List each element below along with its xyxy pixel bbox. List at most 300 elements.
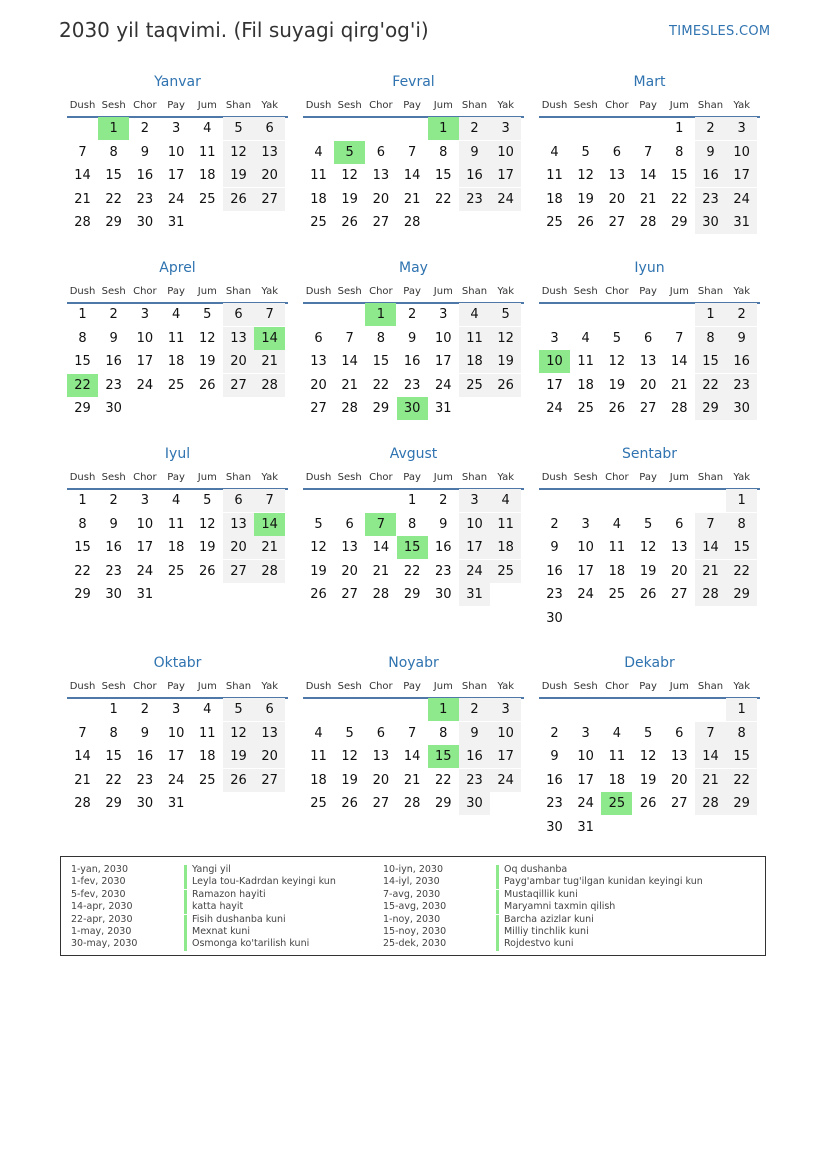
weekday-header: Sesh — [101, 286, 126, 297]
day-cell: 2 — [459, 698, 490, 721]
day-cell: 13 — [254, 141, 285, 164]
legend-date: 22-apr, 2030 — [71, 913, 133, 925]
day-cell: 11 — [199, 725, 216, 741]
day-cell: 14 — [671, 354, 688, 370]
holiday-day: 30 — [397, 397, 428, 420]
day-cell: 9 — [550, 749, 559, 765]
day-cell: 29 — [403, 587, 421, 603]
weekday-header: Chor — [133, 100, 157, 111]
weekday-header: Sesh — [573, 286, 598, 297]
legend-marker — [184, 915, 187, 927]
day-cell: 11 — [608, 540, 626, 556]
weekday-header: Yak — [497, 100, 515, 111]
day-cell: 12 — [341, 168, 358, 184]
day-cell: 14 — [403, 168, 421, 184]
day-cell: 9 — [140, 144, 150, 160]
day-cell: 10 — [577, 540, 594, 556]
weekday-header: Sesh — [337, 100, 362, 111]
day-cell: 16 — [136, 168, 154, 184]
weekday-header: Yak — [261, 286, 279, 297]
holiday-day: 1 — [428, 117, 459, 140]
month-title: Yanvar — [154, 74, 201, 90]
day-cell: 15 — [105, 749, 122, 765]
day-cell: 22 — [726, 769, 757, 792]
weekday-header: Pay — [403, 100, 421, 111]
month-title: Fevral — [392, 74, 435, 90]
legend-date: 10-iyn, 2030 — [383, 864, 444, 875]
month-title: Oktabr — [153, 655, 202, 671]
weekday-header: Jum — [197, 681, 217, 692]
day-cell: 14 — [695, 745, 726, 768]
day-cell: 13 — [254, 722, 285, 745]
day-cell: 24 — [490, 769, 521, 792]
day-cell: 9 — [439, 516, 448, 532]
legend-marker — [184, 865, 187, 877]
weekday-header: Pay — [403, 681, 421, 692]
weekday-header: Pay — [403, 286, 421, 297]
day-cell: 3 — [581, 725, 590, 741]
day-cell: 26 — [223, 188, 254, 211]
day-cell: 12 — [199, 516, 216, 532]
legend-holiday-name: Milliy tinchlik kuni — [504, 926, 589, 937]
day-cell: 12 — [199, 330, 216, 346]
day-cell: 20 — [671, 772, 688, 788]
legend-holiday-name: Ramazon hayiti — [192, 888, 266, 900]
day-cell: 4 — [550, 144, 559, 160]
day-cell: 19 — [341, 191, 358, 207]
weekday-header: Pay — [639, 286, 657, 297]
holiday-day: 1 — [428, 698, 459, 721]
day-cell: 11 — [546, 168, 563, 184]
day-cell: 11 — [199, 144, 216, 160]
day-cell: 1 — [407, 493, 417, 508]
weekday-header: Jum — [669, 472, 689, 483]
day-cell: 19 — [639, 772, 657, 788]
month-title: Aprel — [159, 260, 196, 276]
day-cell: 11 — [608, 749, 626, 765]
day-cell: 25 — [199, 772, 216, 788]
day-cell: 24 — [577, 587, 594, 603]
day-cell: 26 — [639, 587, 657, 603]
legend-date: 25-dek, 2030 — [383, 938, 447, 950]
legend-date: 1-noy, 2030 — [383, 913, 441, 925]
day-cell: 9 — [109, 516, 118, 532]
day-cell: 14 — [372, 540, 390, 556]
legend-marker — [496, 865, 499, 877]
legend-marker — [184, 927, 187, 939]
legend-holiday-name: Fisih dushanba kuni — [192, 913, 286, 925]
holiday-day: 10 — [539, 350, 570, 373]
day-cell: 4 — [581, 330, 590, 346]
day-cell: 5 — [490, 303, 521, 326]
day-cell: 30 — [136, 796, 154, 812]
day-cell: 18 — [167, 540, 185, 556]
legend-holiday-name: Osmonga ko'tarilish kuni — [192, 938, 310, 950]
day-cell: 17 — [546, 377, 563, 393]
day-cell: 3 — [550, 330, 559, 346]
weekday-header: Shan — [461, 681, 488, 692]
day-cell: 23 — [136, 191, 154, 207]
day-cell: 3 — [490, 117, 521, 140]
day-cell: 6 — [345, 516, 354, 532]
day-cell: 21 — [639, 191, 657, 207]
day-cell: 18 — [167, 354, 185, 370]
weekday-header: Dush — [69, 472, 96, 483]
day-cell: 28 — [695, 583, 726, 606]
day-cell: 13 — [671, 749, 688, 765]
day-cell: 5 — [223, 117, 254, 140]
day-cell: 10 — [577, 749, 594, 765]
day-cell: 27 — [223, 560, 254, 583]
weekday-header: Shan — [225, 100, 252, 111]
day-cell: 25 — [490, 560, 521, 583]
legend-date: 14-iyl, 2030 — [383, 876, 440, 888]
weekday-header: Dush — [69, 681, 96, 692]
weekday-header: Jum — [197, 286, 217, 297]
day-cell: 27 — [608, 215, 626, 231]
day-cell: 16 — [726, 350, 757, 373]
day-cell: 18 — [546, 191, 563, 207]
day-cell: 12 — [577, 168, 594, 184]
day-cell: 6 — [223, 303, 254, 326]
day-cell: 22 — [372, 377, 390, 393]
day-cell: 26 — [199, 377, 216, 393]
day-cell: 17 — [490, 164, 521, 187]
legend-date: 14-apr, 2030 — [71, 901, 133, 913]
weekday-header: Sesh — [337, 681, 362, 692]
day-cell: 1 — [726, 489, 757, 512]
day-cell: 13 — [639, 354, 657, 370]
day-cell: 20 — [372, 191, 390, 207]
weekday-header: Pay — [167, 681, 185, 692]
day-cell: 4 — [459, 303, 490, 326]
day-cell: 29 — [695, 397, 726, 420]
weekday-header: Chor — [133, 681, 157, 692]
day-cell: 22 — [695, 374, 726, 397]
day-cell: 20 — [223, 350, 254, 373]
brand-link[interactable]: TIMESLES.COM — [669, 24, 771, 39]
day-cell: 4 — [203, 702, 212, 717]
day-cell: 15 — [105, 168, 122, 184]
day-cell: 23 — [546, 796, 563, 812]
weekday-header: Pay — [167, 286, 185, 297]
day-cell: 6 — [612, 144, 622, 160]
day-cell: 13 — [341, 540, 358, 556]
day-cell: 29 — [105, 215, 122, 231]
day-cell: 24 — [490, 188, 521, 211]
weekday-header: Yak — [261, 100, 279, 111]
day-cell: 17 — [577, 563, 594, 579]
day-cell: 6 — [254, 698, 285, 721]
day-cell: 28 — [639, 215, 657, 231]
day-cell: 10 — [490, 141, 521, 164]
weekday-header: Yak — [497, 286, 515, 297]
legend-date: 1-fev, 2030 — [71, 876, 126, 888]
weekday-header: Pay — [167, 472, 185, 483]
day-cell: 23 — [105, 377, 122, 393]
day-cell: 13 — [223, 327, 254, 350]
day-cell: 27 — [310, 401, 327, 417]
day-cell: 9 — [109, 330, 118, 346]
day-cell: 28 — [74, 796, 91, 812]
day-cell: 4 — [171, 493, 181, 508]
day-cell: 24 — [726, 188, 757, 211]
day-cell: 13 — [671, 540, 688, 556]
day-cell: 3 — [171, 121, 181, 136]
day-cell: 2 — [439, 493, 448, 508]
day-cell: 8 — [726, 513, 757, 536]
day-cell: 10 — [726, 141, 757, 164]
day-cell: 24 — [435, 377, 452, 393]
legend-marker — [496, 939, 499, 951]
day-cell: 17 — [136, 540, 154, 556]
day-cell: 23 — [546, 587, 563, 603]
day-cell: 10 — [136, 516, 154, 532]
weekday-header: Pay — [639, 681, 657, 692]
day-cell: 3 — [439, 307, 448, 322]
day-cell: 5 — [612, 330, 622, 346]
day-cell: 14 — [403, 749, 421, 765]
day-cell: 1 — [78, 307, 87, 322]
weekday-header: Shan — [461, 286, 488, 297]
day-cell: 19 — [608, 377, 626, 393]
weekday-header: Chor — [133, 286, 157, 297]
weekday-header: Shan — [697, 286, 724, 297]
weekday-header: Yak — [733, 286, 751, 297]
day-cell: 29 — [105, 796, 122, 812]
weekday-header: Jum — [433, 100, 453, 111]
day-cell: 9 — [459, 722, 490, 745]
weekday-header: Jum — [433, 286, 453, 297]
day-cell: 19 — [577, 191, 594, 207]
day-cell: 18 — [459, 350, 490, 373]
day-cell: 24 — [136, 563, 154, 579]
day-cell: 15 — [726, 745, 757, 768]
weekday-header: Dush — [305, 286, 332, 297]
weekday-header: Jum — [669, 286, 689, 297]
month-title: Avgust — [389, 446, 438, 462]
day-cell: 12 — [341, 749, 358, 765]
day-cell: 12 — [223, 141, 254, 164]
weekday-header: Shan — [697, 100, 724, 111]
day-cell: 17 — [435, 354, 452, 370]
day-cell: 26 — [577, 215, 594, 231]
day-cell: 5 — [203, 307, 212, 322]
day-cell: 28 — [695, 792, 726, 815]
weekday-header: Dush — [305, 100, 332, 111]
legend-marker — [496, 890, 499, 902]
day-cell: 30 — [459, 792, 490, 815]
weekday-header: Chor — [605, 472, 629, 483]
day-cell: 17 — [726, 164, 757, 187]
weekday-header: Dush — [541, 100, 568, 111]
day-cell: 10 — [136, 330, 154, 346]
day-cell: 18 — [577, 377, 594, 393]
day-cell: 22 — [105, 772, 122, 788]
weekday-header: Shan — [461, 100, 488, 111]
holiday-day: 7 — [365, 513, 396, 536]
day-cell: 4 — [612, 725, 622, 741]
day-cell: 31 — [167, 215, 185, 231]
weekday-header: Shan — [697, 472, 724, 483]
day-cell: 24 — [577, 796, 594, 812]
day-cell: 17 — [577, 772, 594, 788]
legend-marker — [184, 902, 187, 914]
weekday-header: Yak — [497, 681, 515, 692]
weekday-header: Sesh — [573, 681, 598, 692]
day-cell: 24 — [167, 191, 185, 207]
day-cell: 19 — [223, 164, 254, 187]
month-title: Dekabr — [624, 655, 675, 671]
day-cell: 26 — [199, 563, 216, 579]
day-cell: 16 — [403, 354, 421, 370]
day-cell: 28 — [254, 560, 285, 583]
day-cell: 6 — [643, 330, 653, 346]
day-cell: 23 — [105, 563, 122, 579]
weekday-header: Dush — [305, 472, 332, 483]
day-cell: 30 — [435, 587, 452, 603]
day-cell: 2 — [109, 307, 118, 322]
legend-date: 15-noy, 2030 — [383, 926, 447, 937]
day-cell: 21 — [341, 377, 358, 393]
day-cell: 15 — [74, 354, 91, 370]
day-cell: 19 — [199, 354, 216, 370]
day-cell: 9 — [407, 330, 417, 346]
day-cell: 4 — [612, 516, 622, 532]
day-cell: 22 — [403, 563, 421, 579]
day-cell: 18 — [490, 536, 521, 559]
day-cell: 9 — [695, 141, 726, 164]
day-cell: 24 — [136, 377, 154, 393]
day-cell: 4 — [314, 725, 323, 741]
day-cell: 11 — [167, 330, 185, 346]
day-cell: 24 — [546, 401, 563, 417]
day-cell: 19 — [310, 563, 327, 579]
day-cell: 12 — [490, 327, 521, 350]
day-cell: 25 — [167, 377, 185, 393]
day-cell: 12 — [639, 540, 657, 556]
day-cell: 7 — [407, 725, 417, 741]
day-cell: 30 — [105, 401, 122, 417]
day-cell: 9 — [140, 725, 150, 741]
day-cell: 21 — [403, 191, 421, 207]
day-cell: 13 — [223, 513, 254, 536]
day-cell: 26 — [341, 215, 358, 231]
day-cell: 9 — [726, 327, 757, 350]
day-cell: 29 — [726, 792, 757, 815]
day-cell: 31 — [167, 796, 185, 812]
day-cell: 6 — [376, 144, 386, 160]
weekday-header: Dush — [541, 681, 568, 692]
day-cell: 1 — [109, 702, 118, 717]
legend-date: 5-fev, 2030 — [71, 888, 126, 900]
day-cell: 12 — [639, 749, 657, 765]
day-cell: 1 — [78, 493, 87, 508]
day-cell: 7 — [407, 144, 417, 160]
day-cell: 3 — [581, 516, 590, 532]
day-cell: 16 — [105, 354, 122, 370]
day-cell: 17 — [167, 168, 185, 184]
day-cell: 3 — [726, 117, 757, 140]
day-cell: 7 — [675, 330, 684, 346]
day-cell: 5 — [223, 698, 254, 721]
day-cell: 17 — [490, 745, 521, 768]
day-cell: 24 — [167, 772, 185, 788]
day-cell: 8 — [439, 725, 448, 741]
day-cell: 13 — [372, 749, 390, 765]
day-cell: 23 — [435, 563, 452, 579]
legend-marker — [496, 915, 499, 927]
day-cell: 9 — [550, 540, 559, 556]
day-cell: 21 — [695, 560, 726, 583]
day-cell: 13 — [608, 168, 626, 184]
day-cell: 14 — [74, 168, 91, 184]
legend-holiday-name: Maryamni taxmin qilish — [504, 901, 616, 913]
day-cell: 5 — [203, 493, 212, 508]
day-cell: 23 — [459, 769, 490, 792]
day-cell: 25 — [167, 563, 185, 579]
legend-date: 1-may, 2030 — [71, 926, 132, 937]
day-cell: 11 — [310, 749, 327, 765]
day-cell: 15 — [726, 536, 757, 559]
day-cell: 22 — [726, 560, 757, 583]
holiday-day: 5 — [334, 141, 365, 164]
day-cell: 28 — [372, 587, 390, 603]
day-cell: 26 — [608, 401, 626, 417]
weekday-header: Shan — [225, 681, 252, 692]
day-cell: 8 — [675, 144, 684, 160]
day-cell: 8 — [376, 330, 386, 346]
day-cell: 2 — [550, 725, 559, 741]
legend-holiday-name: Rojdestvo kuni — [504, 938, 574, 950]
legend-holiday-name: Mexnat kuni — [192, 926, 250, 937]
weekday-header: Chor — [369, 681, 393, 692]
legend-holiday-name: Barcha azizlar kuni — [504, 913, 594, 925]
legend-marker — [496, 927, 499, 939]
day-cell: 16 — [105, 540, 122, 556]
day-cell: 27 — [372, 215, 390, 231]
day-cell: 17 — [167, 749, 185, 765]
day-cell: 15 — [671, 168, 688, 184]
weekday-header: Yak — [733, 681, 751, 692]
day-cell: 31 — [726, 211, 757, 234]
day-cell: 11 — [577, 354, 594, 370]
day-cell: 6 — [254, 117, 285, 140]
day-cell: 30 — [546, 820, 563, 835]
day-cell: 8 — [109, 725, 118, 741]
day-cell: 22 — [671, 191, 688, 207]
day-cell: 25 — [546, 215, 563, 231]
day-cell: 19 — [199, 540, 216, 556]
day-cell: 15 — [435, 168, 452, 184]
day-cell: 16 — [136, 749, 154, 765]
legend-holiday-name: Mustaqillik kuni — [504, 888, 578, 900]
legend-date: 30-may, 2030 — [71, 938, 138, 950]
day-cell: 3 — [171, 702, 181, 717]
day-cell: 23 — [136, 772, 154, 788]
weekday-header: Sesh — [101, 100, 126, 111]
month-title: Sentabr — [621, 446, 678, 462]
day-cell: 14 — [695, 536, 726, 559]
weekday-header: Dush — [305, 681, 332, 692]
day-cell: 19 — [490, 350, 521, 373]
day-cell: 29 — [726, 583, 757, 606]
day-cell: 20 — [608, 191, 626, 207]
legend-date: 1-yan, 2030 — [71, 864, 128, 875]
day-cell: 19 — [639, 563, 657, 579]
day-cell: 28 — [254, 374, 285, 397]
day-cell: 16 — [546, 772, 563, 788]
